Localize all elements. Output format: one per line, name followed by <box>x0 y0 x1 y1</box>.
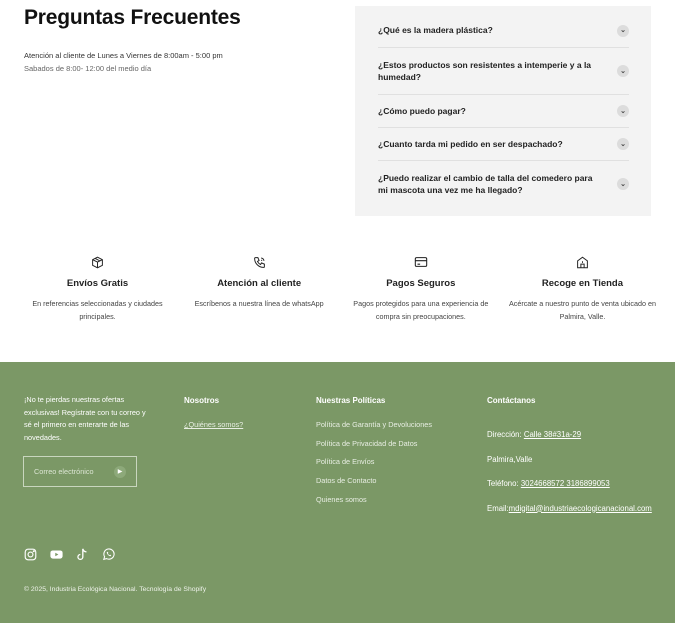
feature-store-pickup <box>505 254 660 323</box>
feature-support <box>182 254 337 323</box>
hours-saturday: Sabados de 8:00- 12:00 del medio día <box>24 64 152 73</box>
footer-link[interactable]: Quienes somos <box>316 494 367 504</box>
faq-question: ¿Puedo realizar el cambio de talla del comedero para mi mascota una vez me ha llegado? <box>378 172 593 195</box>
address-link[interactable]: Calle 38#31a-29 <box>523 430 582 439</box>
city-text: Palmira,Valle <box>487 454 533 464</box>
store-icon <box>505 254 660 270</box>
instagram-icon[interactable] <box>24 548 37 561</box>
credit-card-icon <box>343 254 498 270</box>
whatsapp-icon[interactable] <box>102 548 115 561</box>
faq-item[interactable] <box>378 161 629 207</box>
faq-item[interactable] <box>378 95 629 128</box>
phone-label: Teléfono: <box>487 479 519 488</box>
youtube-icon[interactable] <box>50 548 63 561</box>
email-placeholder: Correo electrónico <box>34 467 94 476</box>
feature-title: Pagos Seguros <box>386 278 456 289</box>
policy-links <box>316 416 432 510</box>
features-row <box>20 254 660 323</box>
feature-title: Recoge en Tienda <box>541 278 624 289</box>
chevron-down-icon[interactable]: ⌄ <box>617 138 629 150</box>
feature-title: Atención al cliente <box>217 278 302 289</box>
feature-title: Envíos Gratis <box>66 278 129 289</box>
feature-secure-payments <box>343 254 498 323</box>
footer-link[interactable]: Política de Privacidad de Datos <box>316 438 418 448</box>
faq-accordion <box>355 6 651 216</box>
site-footer <box>0 362 675 623</box>
feature-desc: En referencias seleccionadas y ciudades principales. <box>32 299 163 321</box>
package-icon <box>20 254 175 270</box>
feature-desc: Acércate a nuestro punto de venta ubicado en Palmira, Valle. <box>508 299 656 321</box>
submit-arrow-icon[interactable]: ▶ <box>114 466 126 478</box>
newsletter-email-input[interactable] <box>23 456 137 487</box>
phone-icon <box>182 254 337 270</box>
phone-link[interactable]: 3024668572 3186899053 <box>520 479 610 488</box>
faq-question: ¿Estos productos son resistentes a intemperie y a la humedad? <box>378 59 592 82</box>
nosotros-links <box>184 416 243 435</box>
contact-info <box>487 430 652 528</box>
faq-item[interactable] <box>378 14 629 48</box>
feature-desc: Pagos protegidos para una experiencia de compra sin preocupaciones. <box>353 299 489 321</box>
address-label: Dirección: <box>487 430 522 439</box>
faq-question: ¿Qué es la madera plástica? <box>378 25 493 36</box>
faq-question: ¿Cómo puedo pagar? <box>378 105 466 116</box>
footer-link[interactable]: Datos de Contacto <box>316 476 377 486</box>
hours-weekday: Atención al cliente de Lunes a Viernes de 8:00am - 5:00 pm <box>24 51 223 60</box>
footer-link[interactable]: Política de Garantía y Devoluciones <box>316 420 433 429</box>
copyright: © 2025, Industria Ecológica Nacional. Tecnología de Shopify <box>24 586 207 593</box>
feature-desc: Escríbenos a nuestra línea de whatsApp <box>194 299 324 308</box>
chevron-down-icon[interactable]: ⌄ <box>617 25 629 37</box>
faq-item[interactable] <box>378 128 629 161</box>
social-links <box>24 548 115 561</box>
support-hours <box>24 49 223 75</box>
email-link[interactable]: mdigital@industriaecologicanacional.com <box>508 503 652 513</box>
chevron-down-icon[interactable]: ⌄ <box>617 105 629 117</box>
footer-heading-nosotros: Nosotros <box>184 396 220 405</box>
email-label: Email: <box>487 503 509 513</box>
feature-free-shipping <box>20 254 175 323</box>
footer-link[interactable]: ¿Quiénes somos? <box>184 420 244 429</box>
footer-link[interactable]: Política de Envíos <box>316 457 375 467</box>
faq-question: ¿Cuanto tarda mi pedido en ser despachado? <box>378 138 563 149</box>
faq-title: Preguntas Frecuentes <box>24 6 241 29</box>
chevron-down-icon[interactable]: ⌄ <box>617 65 629 77</box>
footer-heading-politicas: Nuestras Políticas <box>316 396 386 405</box>
chevron-down-icon[interactable]: ⌄ <box>617 178 629 190</box>
tiktok-icon[interactable] <box>76 548 89 561</box>
newsletter-text: ¡No te pierdas nuestras ofertas exclusivas! Regístrate con tu correo y sé el primero en enterarte de las novedades. <box>24 395 146 442</box>
faq-item[interactable] <box>378 48 629 95</box>
footer-heading-contacto: Contáctanos <box>487 396 536 405</box>
